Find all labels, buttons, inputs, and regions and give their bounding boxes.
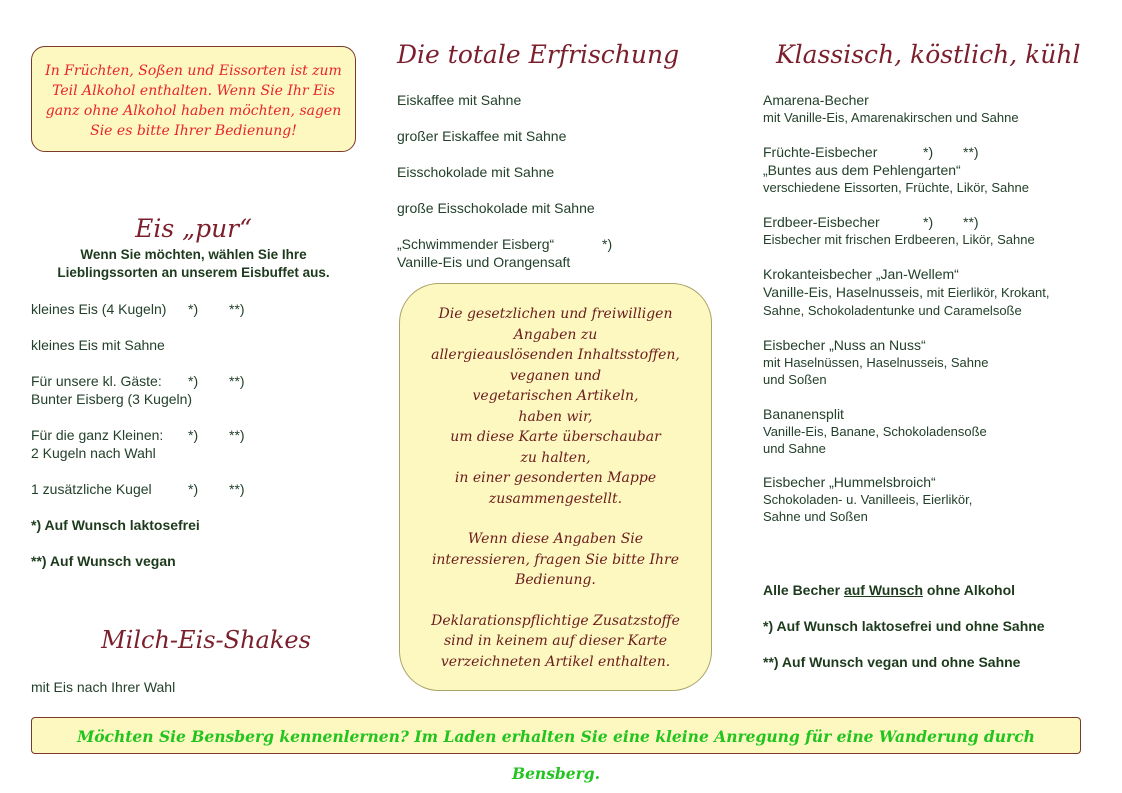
vegan-mark: **) [229, 427, 245, 443]
cup-name: Eisbecher „Hummelsbroich“ [763, 474, 936, 490]
item-detail: Bunter Eisberg (3 Kugeln) [31, 391, 193, 407]
cup-krokant [763, 265, 1103, 319]
note-vegan: **) Auf Wunsch vegan [31, 553, 176, 569]
lactose-mark: *) [923, 214, 934, 230]
footer-text: Möchten Sie Bensberg kennenlernen? Im Laden erhalten Sie eine kleine Anregung für eine Wanderung durch Bensberg. [77, 727, 1035, 783]
note-vegan-no-cream: **) Auf Wunsch vegan und ohne Sahne [763, 654, 1021, 670]
cup-desc-extra: mit Eierlikör, Krokant, [923, 285, 1050, 300]
cup-fruechte [763, 143, 1093, 196]
erfrischung-title: Die totale Erfrischung [397, 40, 680, 69]
erfrischung-item-eisberg [397, 235, 697, 271]
lactose-mark: *) [188, 427, 199, 443]
vegan-mark: **) [229, 373, 245, 389]
erfrischung-item-4: große Eisschokolade mit Sahne [397, 200, 595, 216]
item-detail: 2 Kugeln nach Wahl [31, 445, 156, 461]
klassisch-title: Klassisch, köstlich, kühl [776, 40, 1081, 69]
cup-desc: mit Vanille-Eis, Amarenakirschen und Sahne [763, 110, 1019, 125]
eis-pur-intro-line2: Lieblingssorten an unserem Eisbuffet aus. [57, 265, 330, 280]
item-detail: Vanille-Eis und Orangensaft [397, 254, 571, 270]
note-alcohol-free: Alle Becher auf Wunsch ohne Alkohol [763, 582, 1016, 598]
menu-item-kleines-eis-sahne [31, 336, 165, 354]
item-name: kleines Eis (4 Kugeln) [31, 301, 167, 317]
lactose-mark: *) [188, 301, 199, 317]
cup-bananensplit [763, 405, 1093, 457]
cup-subtitle: „Buntes aus dem Pehlengarten“ [763, 162, 961, 178]
menu-item-ganz-kleinen [31, 426, 321, 462]
shakes-item: mit Eis nach Ihrer Wahl [31, 679, 176, 695]
cup-nuss [763, 336, 1093, 388]
lactose-mark: *) [602, 236, 613, 252]
eis-pur-intro-line1: Wenn Sie möchten, wählen Sie Ihre [80, 247, 307, 262]
item-name: Für die ganz Kleinen: [31, 427, 164, 443]
note-lactose: *) Auf Wunsch laktosefrei [31, 517, 200, 533]
cup-name: Amarena-Becher [763, 92, 869, 108]
item-name: 1 zusätzliche Kugel [31, 481, 152, 497]
cup-hummelsbroich [763, 473, 1093, 525]
cup-desc: und Soßen [763, 372, 827, 387]
cup-amarena [763, 91, 1093, 126]
note-lactose-no-cream: *) Auf Wunsch laktosefrei und ohne Sahne [763, 618, 1045, 634]
lactose-mark: *) [188, 373, 199, 389]
erfrischung-item-2: großer Eiskaffee mit Sahne [397, 128, 567, 144]
cup-name: Früchte-Eisbecher [763, 144, 878, 160]
lactose-mark: *) [923, 144, 934, 160]
vegan-mark: **) [963, 214, 979, 230]
item-name: kleines Eis mit Sahne [31, 337, 165, 353]
cup-desc: Sahne, Schokoladentunke und Caramelsoße [763, 303, 1022, 318]
cup-desc: Sahne und Soßen [763, 509, 868, 524]
erfrischung-item-3: Eisschokolade mit Sahne [397, 164, 555, 180]
cup-desc: Schokoladen- u. Vanilleeis, Eierlikör, [763, 492, 973, 507]
cup-name: Eisbecher „Nuss an Nuss“ [763, 337, 926, 353]
allergy-para-2: Wenn diese Angaben Sie interessieren, fragen Sie bitte Ihre Bedienung. [431, 531, 680, 588]
shakes-title: Milch-Eis-Shakes [101, 626, 311, 654]
menu-item-zusaetzliche-kugel [31, 480, 321, 498]
allergy-para-1: Die gesetzlichen und freiwilligen Angaben zu allergieauslösenden Inhaltsstoffen, veganen und vegetarischen Artikeln, haben wir, um diese Karte überschaubar zu halten, in einer gesonderten Mappe zusammengestellt. [431, 306, 680, 507]
allergy-para-3: Deklarationspflichtige Zusatzstoffe sind in keinem auf dieser Karte verzeichneten Artikel enthalten. [431, 612, 680, 670]
menu-item-kl-gaeste [31, 372, 321, 408]
erfrischung-item-1: Eiskaffee mit Sahne [397, 92, 522, 108]
menu-item-kleines-eis [31, 300, 321, 318]
cup-desc: und Sahne [763, 441, 826, 456]
vegan-mark: **) [229, 481, 245, 497]
alcohol-notice-text: In Früchten, Soßen und Eissorten ist zum Teil Alkohol enthalten. Wenn Sie Ihr Eis ganz ohne Alkohol haben möchten, sagen Sie es bitte Ihrer Bedienung! [45, 63, 342, 139]
allergy-info-box [399, 283, 712, 691]
cup-name: Krokanteisbecher „Jan-Wellem“ [763, 266, 959, 282]
cup-desc: verschiedene Eissorten, Früchte, Likör, Sahne [763, 180, 1029, 195]
item-name: „Schwimmender Eisberg“ [397, 236, 555, 252]
cup-desc: Vanille-Eis, Banane, Schokoladensoße [763, 424, 987, 439]
cup-desc: mit Haselnüssen, Haselnusseis, Sahne [763, 355, 989, 370]
item-name: Für unsere kl. Gäste: [31, 373, 162, 389]
cup-name: Bananensplit [763, 406, 844, 422]
alcohol-notice-box [31, 46, 356, 152]
cup-desc-main: Vanille-Eis, Haselnusseis, [763, 284, 924, 300]
cup-erdbeer [763, 213, 1093, 248]
vegan-mark: **) [963, 144, 979, 160]
eis-pur-title: Eis „pur“ [135, 214, 252, 243]
lactose-mark: *) [188, 481, 199, 497]
vegan-mark: **) [229, 301, 245, 317]
footer-banner [31, 717, 1081, 783]
cup-name: Erdbeer-Eisbecher [763, 214, 880, 230]
cup-desc: Eisbecher mit frischen Erdbeeren, Likör, Sahne [763, 232, 1035, 247]
